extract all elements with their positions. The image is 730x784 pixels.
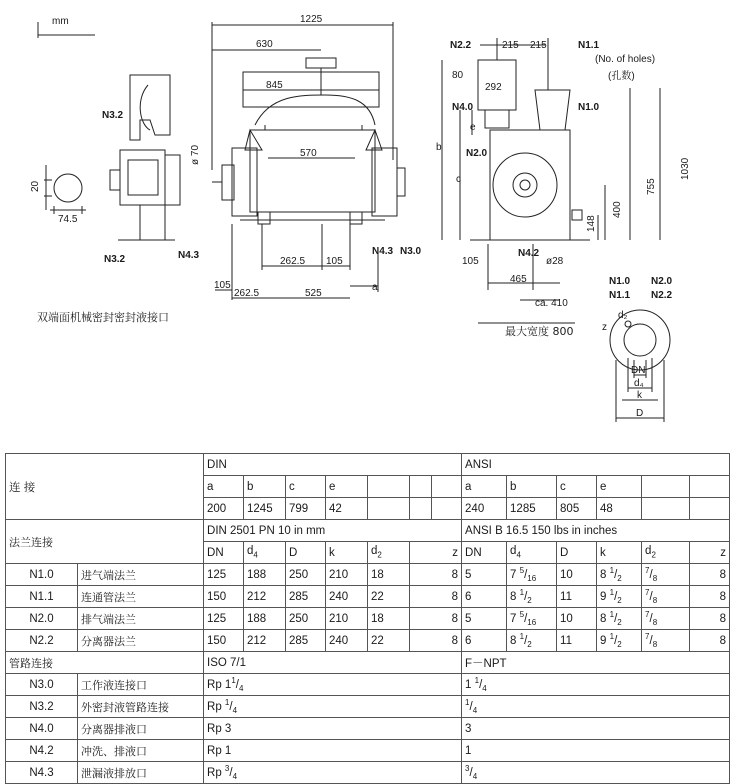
dim-465: 465 <box>510 274 527 285</box>
ansi-z: 8 <box>690 564 730 586</box>
npt-thread: 1 $^1/_4$ <box>462 674 730 696</box>
dim-215-right: 215 <box>530 40 547 51</box>
din-z: 8 <box>410 630 462 652</box>
pipe-name: 冲洗、排液口 <box>78 740 204 762</box>
table-row <box>6 586 730 608</box>
label-n2-2: N2.2 <box>450 40 472 51</box>
pipe-name: 工作液连接口 <box>78 674 204 696</box>
din-d2: 18 <box>368 608 410 630</box>
iso-thread: Rp $1^1/_4$ <box>204 674 462 696</box>
ansi-dim-a-header: a <box>462 476 507 498</box>
shaft-end-circle <box>54 174 82 202</box>
ansi-dim-e-header: e <box>597 476 642 498</box>
ansi-d4: 8 $^1/_2$ <box>507 586 557 608</box>
din-z: 8 <box>410 564 462 586</box>
dim-b: b <box>436 142 442 153</box>
flange-code: N1.0 <box>6 564 78 586</box>
pipe-name: 外密封液管路连接 <box>78 696 204 718</box>
flange-code: N1.1 <box>6 586 78 608</box>
ansi-d2: $^7/_8$ <box>642 630 690 652</box>
din-k: 210 <box>326 564 368 586</box>
ansi-D-header: D <box>557 542 597 564</box>
flange-conn-header: 法兰连接 <box>6 520 204 564</box>
dim-shaft-width: 74.5 <box>58 214 78 225</box>
din-dn-header: DN <box>204 542 244 564</box>
ansi-d4: 7 $^5/_{16}$ <box>507 564 557 586</box>
label-n4-2: N4.2 <box>518 248 540 259</box>
flange-dim-d2: d₂ <box>618 310 628 321</box>
ansi-dim-b-header: b <box>507 476 557 498</box>
spec-table <box>5 453 730 784</box>
max-width-label: 最大宽度 800 <box>505 325 574 338</box>
iso-thread: Rp $^1/_4$ <box>204 696 462 718</box>
pipe-code: N4.0 <box>6 718 78 740</box>
npt-thread: $^1/_4$ <box>462 696 730 718</box>
flange-name: 连通管法兰 <box>78 586 204 608</box>
iso-thread: Rp 1 <box>204 740 462 762</box>
din-dn: 125 <box>204 608 244 630</box>
dim-105-left: 105 <box>214 280 231 291</box>
dim-525: 525 <box>305 288 322 299</box>
din-d2: 22 <box>368 630 410 652</box>
flange-dim-k: k <box>637 390 642 401</box>
ansi-dn: 6 <box>462 586 507 608</box>
seal-note: 双端面机械密封密封液接口 <box>37 311 169 324</box>
ansi-dim-c-header: c <box>557 476 597 498</box>
table-row <box>6 674 730 696</box>
flange-label-n1-0: N1.0 <box>609 276 631 287</box>
label-n2-0: N2.0 <box>466 148 488 159</box>
dim-630: 630 <box>256 39 273 50</box>
flange-code: N2.0 <box>6 608 78 630</box>
ansi-d2: $^7/_8$ <box>642 586 690 608</box>
flange-dim-d4: d₄ <box>634 378 644 389</box>
ansi-k: 8 $^1/_2$ <box>597 564 642 586</box>
ansi-d2: $^7/_8$ <box>642 608 690 630</box>
din-dim-c: 799 <box>286 498 326 520</box>
dim-262-5-bottom: 262.5 <box>234 288 260 299</box>
connection-header: 连 接 <box>6 454 204 520</box>
flange-dim-D: D <box>636 408 644 419</box>
din-k-header: k <box>326 542 368 564</box>
dim-overall-length: 1225 <box>300 14 323 25</box>
ansi-flange-std: ANSI B 16.5 150 lbs in inches <box>462 520 730 542</box>
ansi-z: 8 <box>690 608 730 630</box>
din-dim-a: 200 <box>204 498 244 520</box>
label-n4-3-left: N4.3 <box>178 250 200 261</box>
ansi-k-header: k <box>597 542 642 564</box>
din-d4: 188 <box>244 608 286 630</box>
ansi-z-header: z <box>690 542 730 564</box>
din-dn: 150 <box>204 630 244 652</box>
din-dim-e: 42 <box>326 498 368 520</box>
din-dim-b-header: b <box>244 476 286 498</box>
npt-std: F－NPT <box>462 652 730 674</box>
dim-28: ø28 <box>546 256 564 267</box>
flange-name: 排气端法兰 <box>78 608 204 630</box>
label-n1-1: N1.1 <box>578 40 600 51</box>
din-dim-e-header: e <box>326 476 368 498</box>
iso-thread: Rp 3 <box>204 718 462 740</box>
ansi-k: 9 $^1/_2$ <box>597 630 642 652</box>
dim-105-right: 105 <box>462 256 479 267</box>
flange-label-n2-0: N2.0 <box>651 276 673 287</box>
table-row <box>6 740 730 762</box>
table-row <box>6 718 730 740</box>
din-d2: 18 <box>368 564 410 586</box>
iso-thread: Rp $^3/_4$ <box>204 762 462 784</box>
dim-845: 845 <box>266 80 283 91</box>
din-D: 285 <box>286 586 326 608</box>
pipe-code: N4.2 <box>6 740 78 762</box>
din-dn: 125 <box>204 564 244 586</box>
din-d4-header: $d_4$ <box>244 542 286 564</box>
dim-570: 570 <box>300 148 317 159</box>
ansi-d4-header: $d_4$ <box>507 542 557 564</box>
din-D: 285 <box>286 630 326 652</box>
din-d4: 212 <box>244 586 286 608</box>
din-k: 210 <box>326 608 368 630</box>
label-n4-0: N4.0 <box>452 102 474 113</box>
table-row <box>6 520 730 542</box>
din-D: 250 <box>286 608 326 630</box>
ansi-header: ANSI <box>462 454 730 476</box>
din-k: 240 <box>326 586 368 608</box>
din-dim-a-header: a <box>204 476 244 498</box>
din-d2-header: $d_2$ <box>368 542 410 564</box>
unit-label: mm <box>52 16 69 27</box>
holes-cn: (孔数) <box>608 71 635 82</box>
din-d4: 188 <box>244 564 286 586</box>
ansi-dn: 5 <box>462 564 507 586</box>
ansi-z: 8 <box>690 586 730 608</box>
ansi-d2-header: $d_2$ <box>642 542 690 564</box>
dim-105-mid: 105 <box>326 256 343 267</box>
din-D-header: D <box>286 542 326 564</box>
pipe-name: 分离器排液口 <box>78 718 204 740</box>
npt-thread: 3 <box>462 718 730 740</box>
pipe-code: N3.0 <box>6 674 78 696</box>
pipe-code: N4.3 <box>6 762 78 784</box>
dim-292: 292 <box>485 82 502 93</box>
flange-label-n2-2: N2.2 <box>651 290 673 301</box>
npt-thread: 1 <box>462 740 730 762</box>
table-row <box>6 762 730 784</box>
din-d4: 212 <box>244 630 286 652</box>
din-D: 250 <box>286 564 326 586</box>
ansi-dn: 5 <box>462 608 507 630</box>
pipe-conn-header: 管路连接 <box>6 652 204 674</box>
dim-c: c <box>456 174 461 185</box>
flange-name: 分离器法兰 <box>78 630 204 652</box>
din-k: 240 <box>326 630 368 652</box>
ansi-D: 10 <box>557 608 597 630</box>
table-row <box>6 608 730 630</box>
din-dn: 150 <box>204 586 244 608</box>
dim-shaft-key: 20 <box>30 180 41 192</box>
ansi-D: 11 <box>557 586 597 608</box>
label-n3-2-top: N3.2 <box>102 110 124 121</box>
holes-en: (No. of holes) <box>595 54 656 65</box>
ansi-dim-c: 805 <box>557 498 597 520</box>
side-view-outline <box>130 75 170 140</box>
flange-dim-dn: DN <box>631 365 646 376</box>
din-z: 8 <box>410 608 462 630</box>
din-z-header: z <box>410 542 462 564</box>
label-n1-0: N1.0 <box>578 102 600 113</box>
label-n3-2-bottom: N3.2 <box>104 254 126 265</box>
ansi-dn: 6 <box>462 630 507 652</box>
label-n4-3-right: N4.3 <box>372 246 394 257</box>
table-row <box>6 696 730 718</box>
ansi-d4: 7 $^5/_{16}$ <box>507 608 557 630</box>
pipe-code: N3.2 <box>6 696 78 718</box>
table-row <box>6 630 730 652</box>
label-n3-0: N3.0 <box>400 246 422 257</box>
ansi-dim-a: 240 <box>462 498 507 520</box>
din-dim-c-header: c <box>286 476 326 498</box>
ansi-dn-header: DN <box>462 542 507 564</box>
dim-1030: 1030 <box>680 157 691 180</box>
din-z: 8 <box>410 586 462 608</box>
table-row <box>6 652 730 674</box>
din-header: DIN <box>204 454 462 476</box>
ansi-D: 11 <box>557 630 597 652</box>
dim-215-left: 215 <box>502 40 519 51</box>
dim-80: 80 <box>452 70 464 81</box>
front-view-body <box>250 130 375 212</box>
ansi-dim-b: 1285 <box>507 498 557 520</box>
dim-262-5-top: 262.5 <box>280 256 306 267</box>
dim-e: e <box>470 122 476 133</box>
dim-shaft-dia: ø 70 <box>190 144 201 165</box>
ansi-d2: $^7/_8$ <box>642 564 690 586</box>
dim-400: 400 <box>612 201 623 218</box>
dim-a: a <box>372 282 378 293</box>
ansi-dim-e: 48 <box>597 498 642 520</box>
table-row <box>6 564 730 586</box>
npt-thread: $^3/_4$ <box>462 762 730 784</box>
flange-code: N2.2 <box>6 630 78 652</box>
table-row <box>6 454 730 476</box>
flange-name: 进气端法兰 <box>78 564 204 586</box>
ansi-D: 10 <box>557 564 597 586</box>
flange-label-n1-1: N1.1 <box>609 290 631 301</box>
dim-148: 148 <box>586 215 597 232</box>
ansi-d4: 8 $^1/_2$ <box>507 630 557 652</box>
dim-755: 755 <box>646 178 657 195</box>
flange-dim-z: z <box>602 322 607 333</box>
ansi-k: 8 $^1/_2$ <box>597 608 642 630</box>
din-dim-b: 1245 <box>244 498 286 520</box>
din-flange-std: DIN 2501 PN 10 in mm <box>204 520 462 542</box>
ansi-k: 9 $^1/_2$ <box>597 586 642 608</box>
iso-std: ISO 7/1 <box>204 652 462 674</box>
din-d2: 22 <box>368 586 410 608</box>
ansi-z: 8 <box>690 630 730 652</box>
dim-410: ca. 410 <box>535 298 568 309</box>
pipe-name: 泄漏液排放口 <box>78 762 204 784</box>
